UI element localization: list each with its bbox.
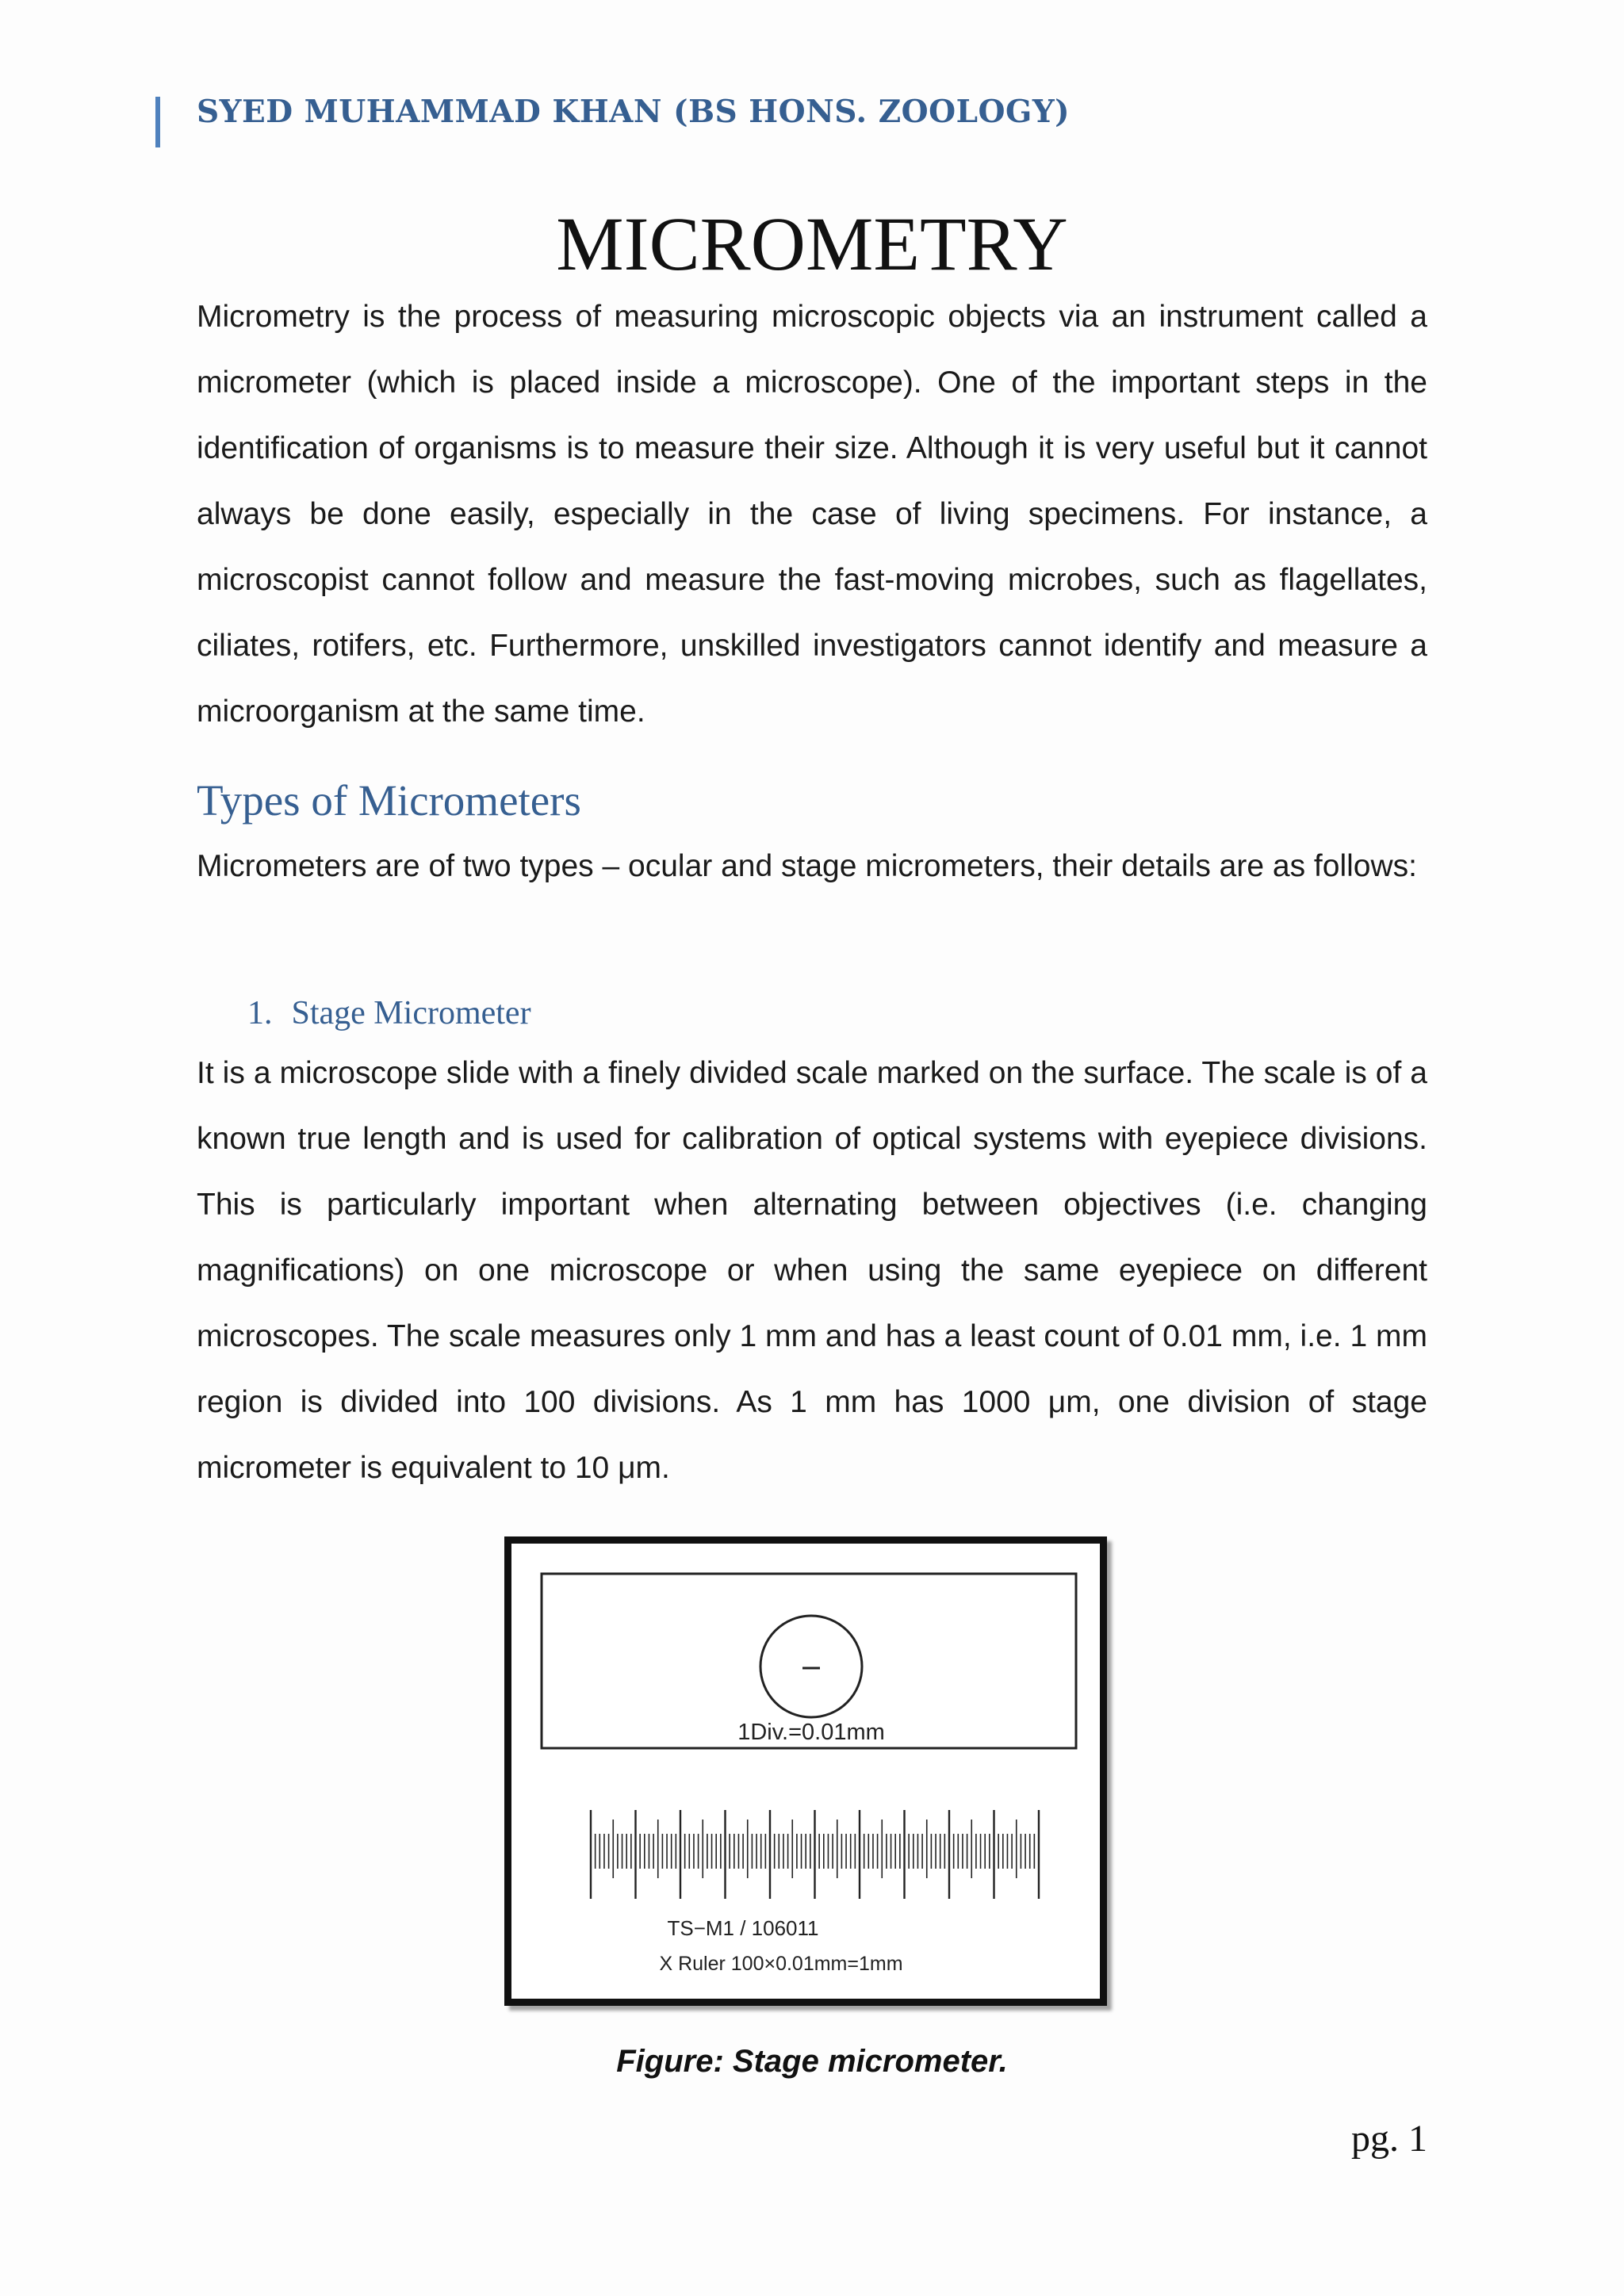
- scale-circle: [760, 1616, 862, 1717]
- ruler-label: X Ruler 100×0.01mm=1mm: [659, 1953, 903, 1975]
- stage-micrometer-figure: [504, 1536, 1107, 2006]
- stage-micrometer-heading: [247, 994, 531, 1032]
- types-paragraph: Micrometers are of two types – ocular and stage micrometers, their details are as follows:: [197, 849, 1417, 883]
- header-accent-bar: [155, 97, 160, 147]
- division-label: 1Div.=0.01mm: [737, 1720, 885, 1745]
- page-number: pg. 1: [1351, 2118, 1427, 2160]
- intro-paragraph: Micrometry is the process of measuring microscopic objects via an instrument called a micrometer (which is placed inside a microscope). One of the important steps in the identification of organisms is to measure their size. Although it is very useful but it cannot always be done easily, especially in the case of living specimens. For instance, a microscopist cannot follow and measure the fast-moving microbes, such as flagellates, ciliates, rotifers, etc. Furthermore, unskilled investigators cannot identify and measure a microorganism at the same time.: [197, 300, 1427, 729]
- ruler-scale: [591, 1810, 1039, 1899]
- header-author: SYED MUHAMMAD KHAN (BS HONS. ZOOLOGY): [197, 94, 1071, 130]
- types-heading: Types of Micrometers: [197, 776, 581, 825]
- stage-heading-number: 1.: [247, 995, 273, 1031]
- stage-heading-label: Stage Micrometer: [291, 995, 531, 1031]
- page-title: MICROMETRY: [556, 201, 1068, 286]
- model-label: TS−M1 / 106011: [667, 1916, 819, 1940]
- figure-caption: Figure: Stage micrometer.: [616, 2044, 1008, 2079]
- stage-paragraph: It is a microscope slide with a finely divided scale marked on the surface. The scale is of a known true length and is used for calibration of optical systems with eyepiece divisions. This is particularly important when alternating between objectives (i.e. changing magnifications) on one microscope or when using the same eyepiece on different microscopes. The scale measures only 1 mm and has a least count of 0.01 mm, i.e. 1 mm region is divided into 100 divisions. As 1 mm has 1000 μm, one division of stage micrometer is equivalent to 10 μm.: [197, 1056, 1427, 1485]
